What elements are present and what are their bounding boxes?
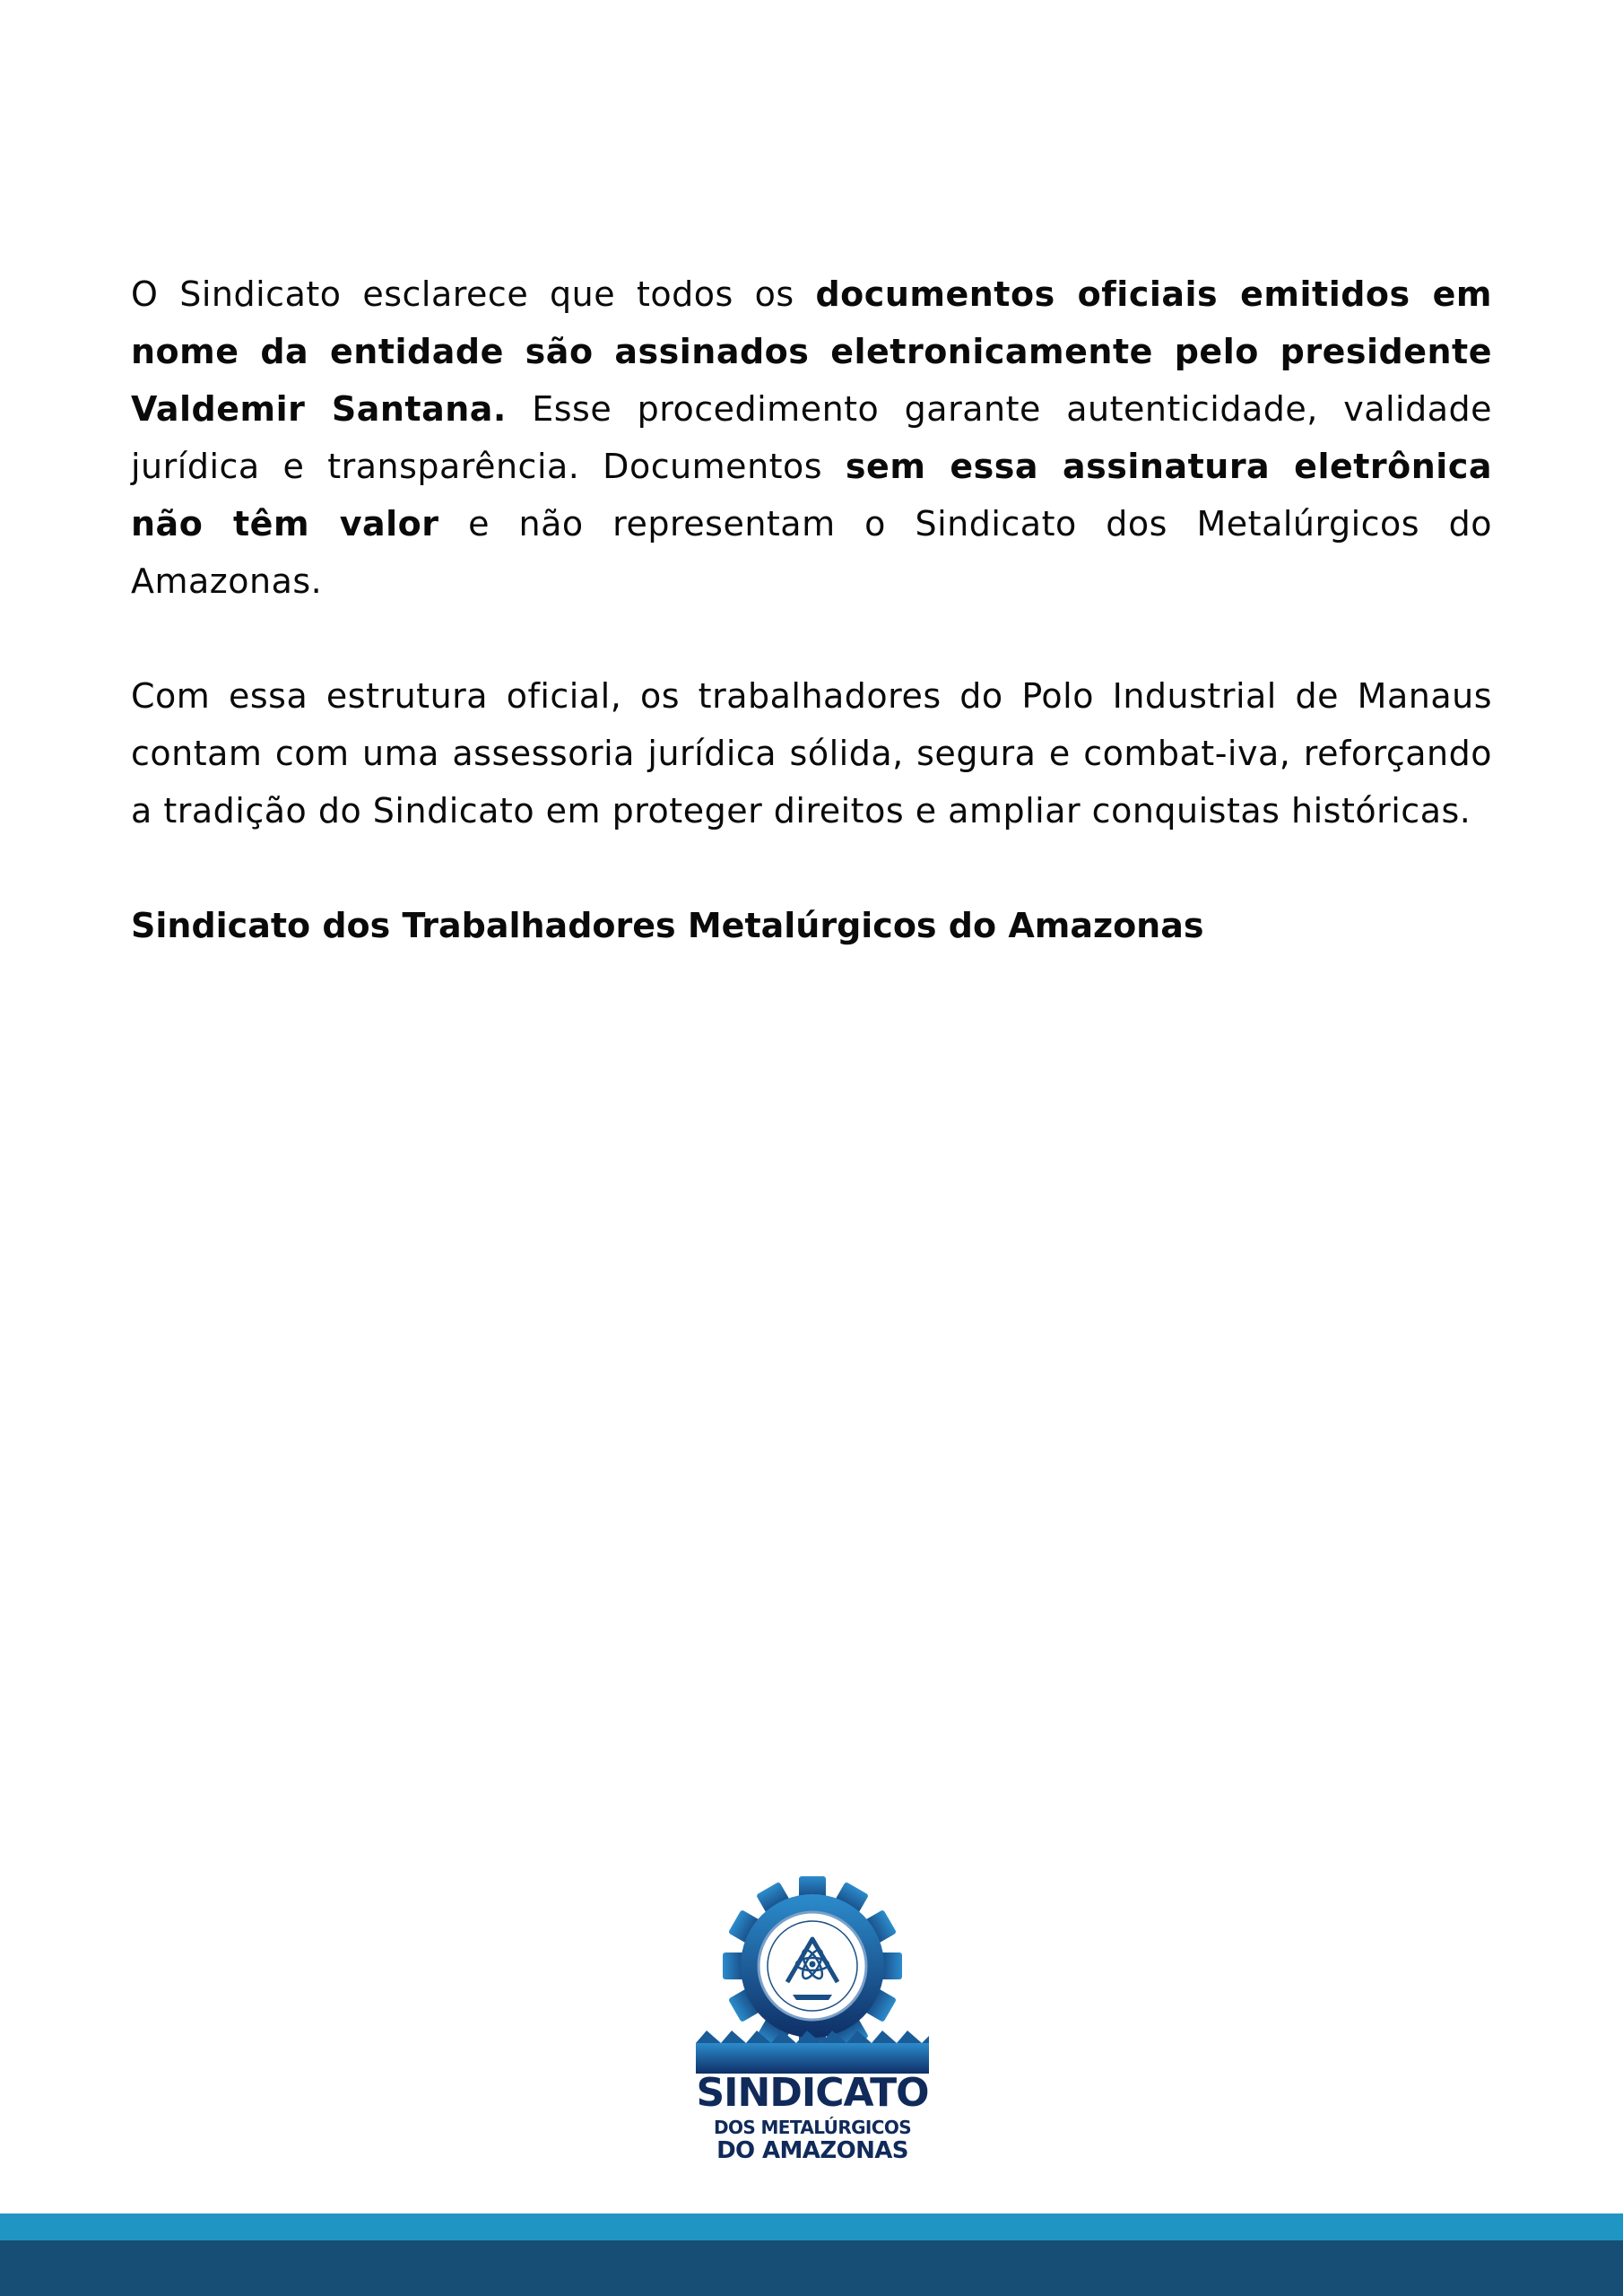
paragraph-legal-structure: Com essa estrutura oficial, os trabalhadores do Polo Industrial de Manaus contam com uma assessoria jurídica sólida, segura e combat-iva, reforçando a tradição do Sindicato em proteger direitos e ampliar conquistas históricas. bbox=[131, 676, 1492, 831]
union-logo bbox=[696, 1876, 929, 2165]
text-run: O Sindicato esclarece que todos os bbox=[131, 274, 816, 314]
signature-line: Sindicato dos Trabalhadores Metalúrgicos do Amazonas bbox=[131, 906, 1204, 945]
footer-band-light bbox=[0, 2213, 1623, 2240]
footer-band-dark bbox=[0, 2240, 1623, 2296]
text-run: e não representam o Sindicato dos Metalúrgicos do Amazonas. bbox=[131, 504, 1492, 601]
bold-run: documentos oficiais emitidos em nome da entidade são assinados eletronicamente pelo presidente Valdemir Santana. bbox=[131, 274, 1493, 429]
logo-line-sindicato: SINDICATO bbox=[696, 2070, 929, 2116]
bold-run: sem essa assinatura eletrônica não têm valor bbox=[131, 447, 1492, 544]
gear-emblem-icon bbox=[696, 1876, 929, 2074]
document-body bbox=[131, 265, 1492, 954]
logo-line-metalurgicos: DOS METALÚRGICOS bbox=[713, 2117, 912, 2138]
paragraph-signature-notice bbox=[131, 265, 1492, 610]
logo-line-amazonas: DO AMAZONAS bbox=[716, 2137, 908, 2164]
text-run: Esse procedimento garante autenticidade, validade jurídica e transparência. Documentos bbox=[131, 389, 1492, 486]
